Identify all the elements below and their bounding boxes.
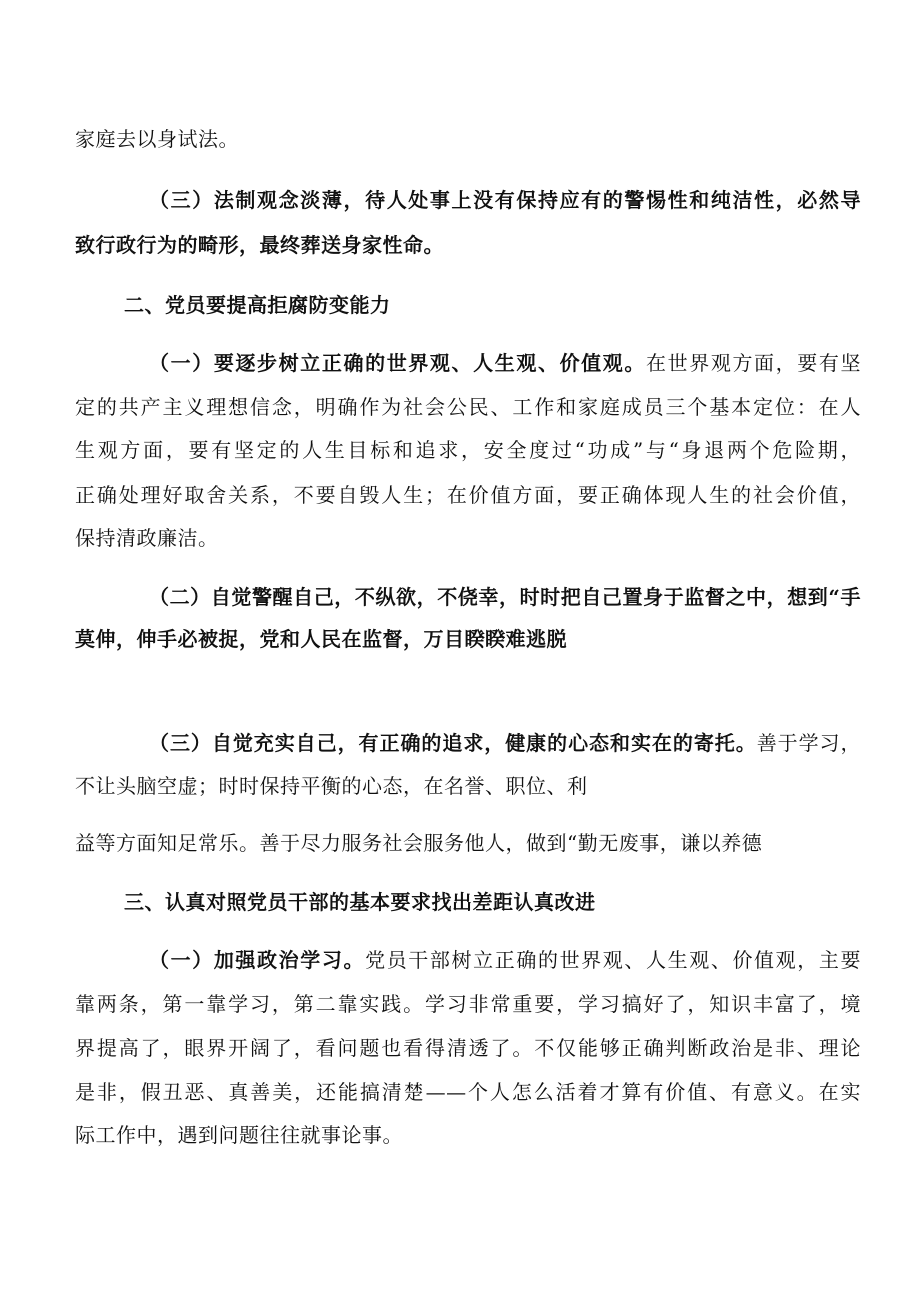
text-line: （三）法制观念淡薄，待人处事上没有保持应有的警惕性和纯洁性，必然导 (149, 188, 861, 212)
text-line: 不让头脑空虚；时时保持平衡的心态，在名誉、职位、利 (75, 774, 588, 798)
section-heading: 二、党员要提高拒腐防变能力 (124, 293, 391, 317)
line-rest: 善于学习， (756, 731, 862, 755)
text-line: 莫伸，伸手必被捉，党和人民在监督，万目睽睽难逃脱 (75, 627, 567, 651)
text-line: 靠两条，第一靠学习，第二靠实践。学习非常重要，学习搞好了，知识丰富了，境 (75, 992, 861, 1016)
line-rest: 在世界观方面，要有坚 (646, 351, 861, 375)
lead-phrase: （一）要逐步树立正确的世界观、人生观、价值观。 (149, 351, 647, 375)
text-line: 益等方面知足常乐。善于尽力服务社会服务他人，做到“勤无废事，谦以养德 (75, 831, 763, 855)
text-line (149, 349, 861, 377)
text-line: 界提高了，眼界开阔了，看问题也看得清透了。不仅能够正确判断政治是非、理论 (75, 1036, 861, 1060)
text-line: 家庭去以身试法。 (75, 127, 239, 151)
text-line (149, 946, 861, 974)
text-line: 是非，假丑恶、真善美，还能搞清楚——个人怎么活着才算有价值、有意义。在实 (75, 1080, 861, 1104)
lead-phrase: （三）自觉充实自己，有正确的追求，健康的心态和实在的寄托。 (149, 731, 757, 755)
section-heading: 三、认真对照党员干部的基本要求找出差距认真改进 (124, 890, 596, 914)
text-line: 际工作中，遇到问题往往就事论事。 (75, 1123, 403, 1147)
line-rest: 党员干部树立正确的世界观、人生观、价值观，主要 (365, 948, 861, 972)
text-line: 正确处理好取舍关系，不要自毁人生；在价值方面，要正确体现人生的社会价值， (75, 483, 861, 507)
text-line: （二）自觉警醒自己，不纵欲，不侥幸，时时把自己置身于监督之中，想到“手 (149, 585, 861, 609)
text-line: 保持清政廉洁。 (75, 526, 219, 550)
text-line: 致行政行为的畸形，最终葬送身家性命。 (75, 233, 444, 257)
lead-phrase: （一）加强政治学习。 (149, 948, 366, 972)
text-line (149, 729, 861, 757)
text-line: 定的共产主义理想信念，明确作为社会公民、工作和家庭成员三个基本定位：在人 (75, 395, 861, 419)
text-line: 生观方面，要有坚定的人生目标和追求，安全度过“功成”与“身退两个危险期， (75, 438, 861, 462)
